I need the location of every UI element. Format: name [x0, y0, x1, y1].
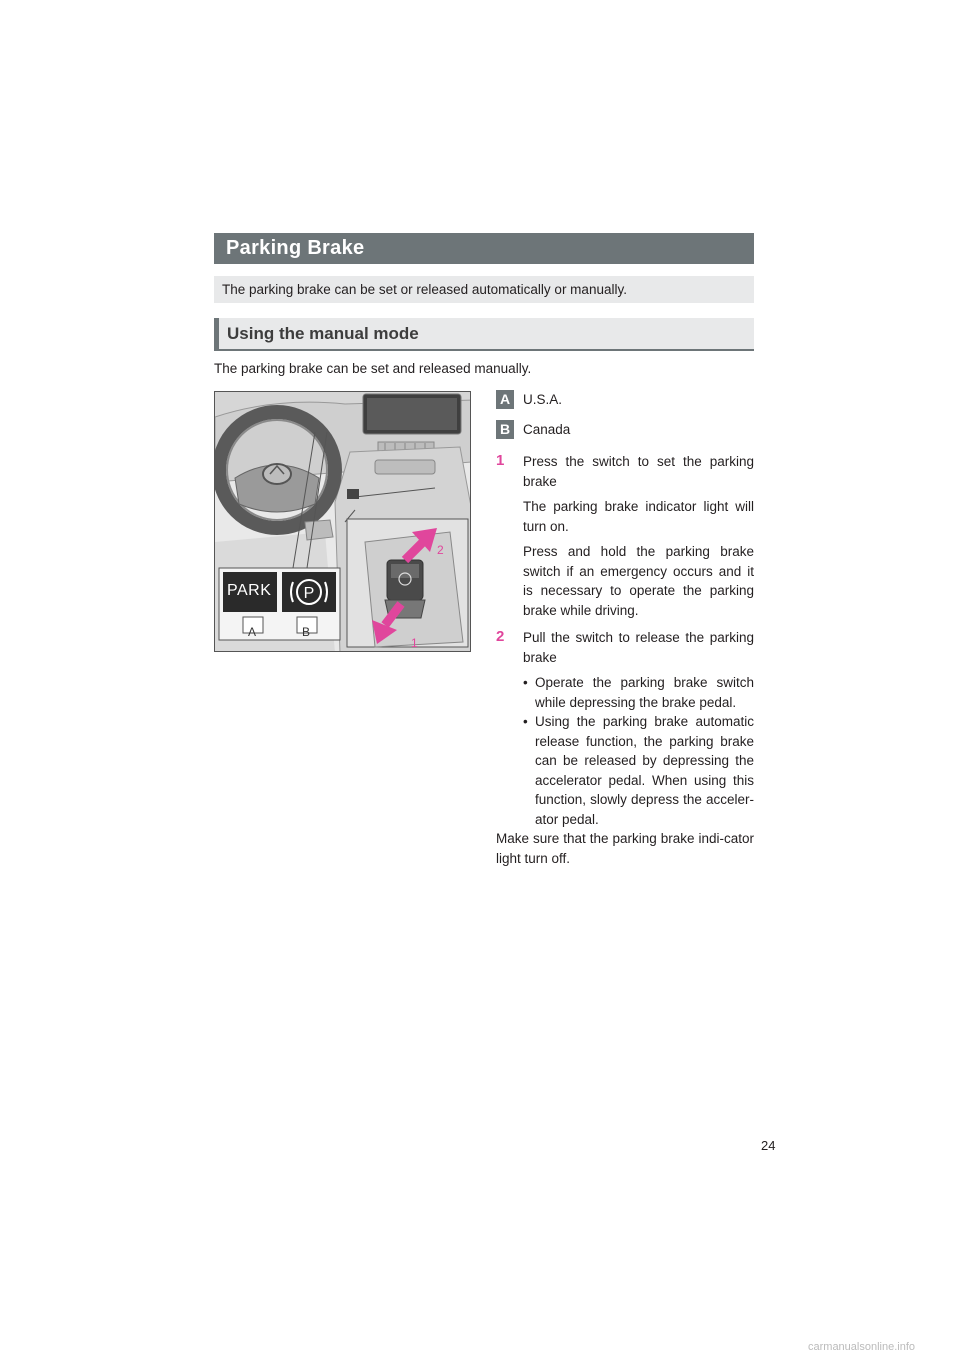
subsection-intro: The parking brake can be set and released manually.: [214, 361, 532, 376]
callout-a-label: A: [248, 625, 257, 639]
parking-brake-illustration: [214, 391, 471, 652]
dashboard-drawing: [215, 392, 471, 652]
callout-b-label: B: [302, 625, 311, 639]
list-item: [523, 673, 754, 712]
bullet-text: Using the parking brake automatic release function, the parking brake can be released by depressing the accelerator pedal. When using this function, slowly depress the acceler-ator pedal.: [535, 714, 754, 827]
park-indicator-label: PARK: [227, 582, 272, 599]
step-text: Pull the switch to release the parking brake: [523, 630, 754, 665]
watermark: carmanualsonline.info: [808, 1341, 916, 1353]
step-number: 2: [496, 628, 505, 645]
reference-label: U.S.A.: [523, 392, 563, 407]
reference-canada: [496, 418, 754, 448]
list-item: [523, 712, 754, 829]
bullet-icon: •: [523, 675, 528, 690]
arrow-1-label: 1: [411, 636, 418, 650]
instructions-column: [496, 388, 754, 868]
page-number: 24: [761, 1138, 776, 1153]
step-text: Press the switch to set the parking brake: [523, 454, 754, 489]
reference-usa: [496, 388, 754, 418]
reference-label: Canada: [523, 422, 571, 437]
step-1: [496, 452, 754, 491]
step-2: [496, 628, 754, 667]
section-description: The parking brake can be set or released automatically or manually.: [214, 276, 754, 303]
arrow-2-label: 2: [437, 543, 444, 557]
step-note: The parking brake indicator light will turn on.: [523, 499, 754, 534]
subsection-title: Using the manual mode: [214, 318, 754, 351]
step-note: Press and hold the parking brake switch if an emergency occurs and it is necessary to operate the parking brake while driving.: [523, 544, 754, 618]
closing-note: Make sure that the parking brake indi-cator light turn off.: [496, 831, 754, 866]
bullet-icon: •: [523, 714, 528, 729]
bullet-list: [496, 673, 754, 829]
bullet-text: Operate the parking brake switch while depressing the brake pedal.: [535, 675, 754, 710]
step-number: 1: [496, 452, 505, 469]
reference-badge: B: [496, 420, 514, 439]
section-title: Parking Brake: [214, 233, 754, 264]
svg-text:P: P: [303, 585, 315, 602]
reference-badge: A: [496, 390, 514, 409]
